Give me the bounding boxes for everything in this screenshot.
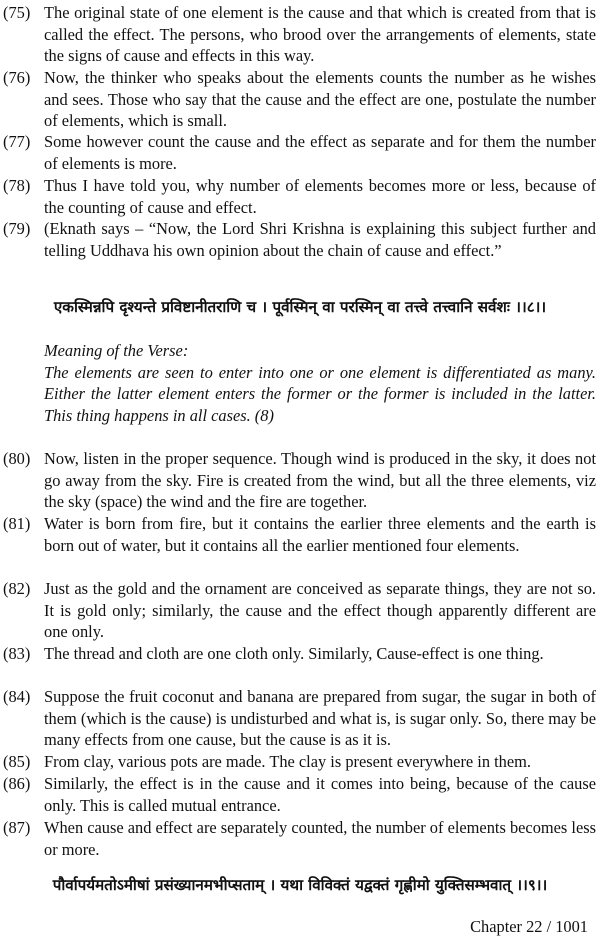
- paragraph-text: Water is born from fire, but it contains the earlier three elements and the earth is born out of water, but it contains all the earlier mentioned four elements.: [44, 514, 596, 555]
- paragraph-number: (86): [3, 774, 31, 793]
- meaning-heading: Meaning of the Verse:: [44, 341, 189, 360]
- paragraph-text: Some however count the cause and the effect as separate and for them the number of elements is more.: [44, 132, 596, 173]
- paragraph-number: (87): [3, 818, 31, 837]
- paragraph-78: [0, 175, 600, 218]
- sanskrit-verse-8: एकस्मिन्नपि दृश्यन्ते प्रविष्टानीतराणि च । पूर्वस्मिन् वा परस्मिन् वा तत्त्वे तत्त्वानि सर्वशः ।।८।।: [53, 298, 547, 316]
- paragraph-number: (80): [3, 449, 31, 468]
- paragraph-number: (84): [3, 687, 31, 706]
- paragraph-number: (77): [3, 132, 31, 151]
- paragraph-text: The original state of one element is the cause and that which is created from that is called the effect. The persons, who brood over the arrangements of elements, state the signs of cause and effects in this way.: [44, 3, 596, 66]
- sanskrit-verse-9: पौर्वापर्यमतोऽमीषां प्रसंख्यानमभीप्सताम् । यथा विविक्तं यद्वक्तं गृह्णीमो युक्तिसम्भवात् ।।९।।: [52, 876, 548, 894]
- verse-meaning: [44, 340, 596, 426]
- page-footer: Chapter 22 / 1001: [470, 917, 588, 936]
- paragraph-75: [0, 2, 600, 67]
- paragraph-text: Now, listen in the proper sequence. Though wind is produced in the sky, it does not go away from the sky. Fire is created from the wind, but all the three elements, viz the sky (space) the wind and the fire are together.: [44, 449, 596, 512]
- paragraph-text: Just as the gold and the ornament are conceived as separate things, they are not so. It is gold only; similarly, the cause and the effect though apparently different are one only.: [44, 579, 596, 642]
- paragraph-text: The thread and cloth are one cloth only. Similarly, Cause-effect is one thing.: [44, 644, 544, 663]
- paragraph-80: [0, 448, 600, 513]
- paragraph-87: [0, 817, 600, 860]
- paragraph-text: Thus I have told you, why number of elements becomes more or less, because of the counting of cause and effect.: [44, 176, 596, 217]
- paragraph-number: (82): [3, 579, 31, 598]
- paragraph-text: From clay, various pots are made. The clay is present everywhere in them.: [44, 752, 532, 771]
- paragraph-81: [0, 513, 600, 556]
- paragraph-text: Now, the thinker who speaks about the elements counts the number as he wishes and sees. Those who say that the cause and the effect are one, postulate the number of elements, which is small.: [44, 68, 596, 131]
- paragraph-number: (78): [3, 176, 31, 195]
- paragraph-number: (76): [3, 68, 31, 87]
- paragraph-text: Suppose the fruit coconut and banana are prepared from sugar, the sugar in both of them (which is the cause) is undisturbed and what is, is sugar only. So, there may be many effects from one cause, but the cause is as it is.: [44, 687, 597, 750]
- paragraph-number: (81): [3, 514, 31, 533]
- meaning-text: The elements are seen to enter into one or one element is differentiated as many. Either the latter element enters the former or the former is included in the latter. This thing happens in all cases. (8): [44, 362, 596, 425]
- paragraph-number: (79): [3, 219, 31, 238]
- paragraph-text: When cause and effect are separately counted, the number of elements becomes less or more.: [44, 818, 596, 859]
- paragraph-76: [0, 67, 600, 132]
- paragraph-83: [0, 643, 600, 665]
- paragraph-77: [0, 131, 600, 174]
- paragraph-text: Similarly, the effect is in the cause and it comes into being, because of the cause only. This is called mutual entrance.: [44, 774, 596, 815]
- paragraph-86: [0, 773, 600, 816]
- paragraph-82: [0, 578, 600, 643]
- paragraph-84: [0, 686, 600, 751]
- paragraph-85: [0, 751, 600, 773]
- paragraph-text: (Eknath says – “Now, the Lord Shri Krishna is explaining this subject further and telling Uddhava his own opinion about the chain of cause and effect.”: [44, 219, 596, 260]
- paragraph-number: (85): [3, 752, 31, 771]
- paragraph-number: (83): [3, 644, 31, 663]
- paragraph-number: (75): [3, 3, 31, 22]
- paragraph-79: [0, 218, 600, 261]
